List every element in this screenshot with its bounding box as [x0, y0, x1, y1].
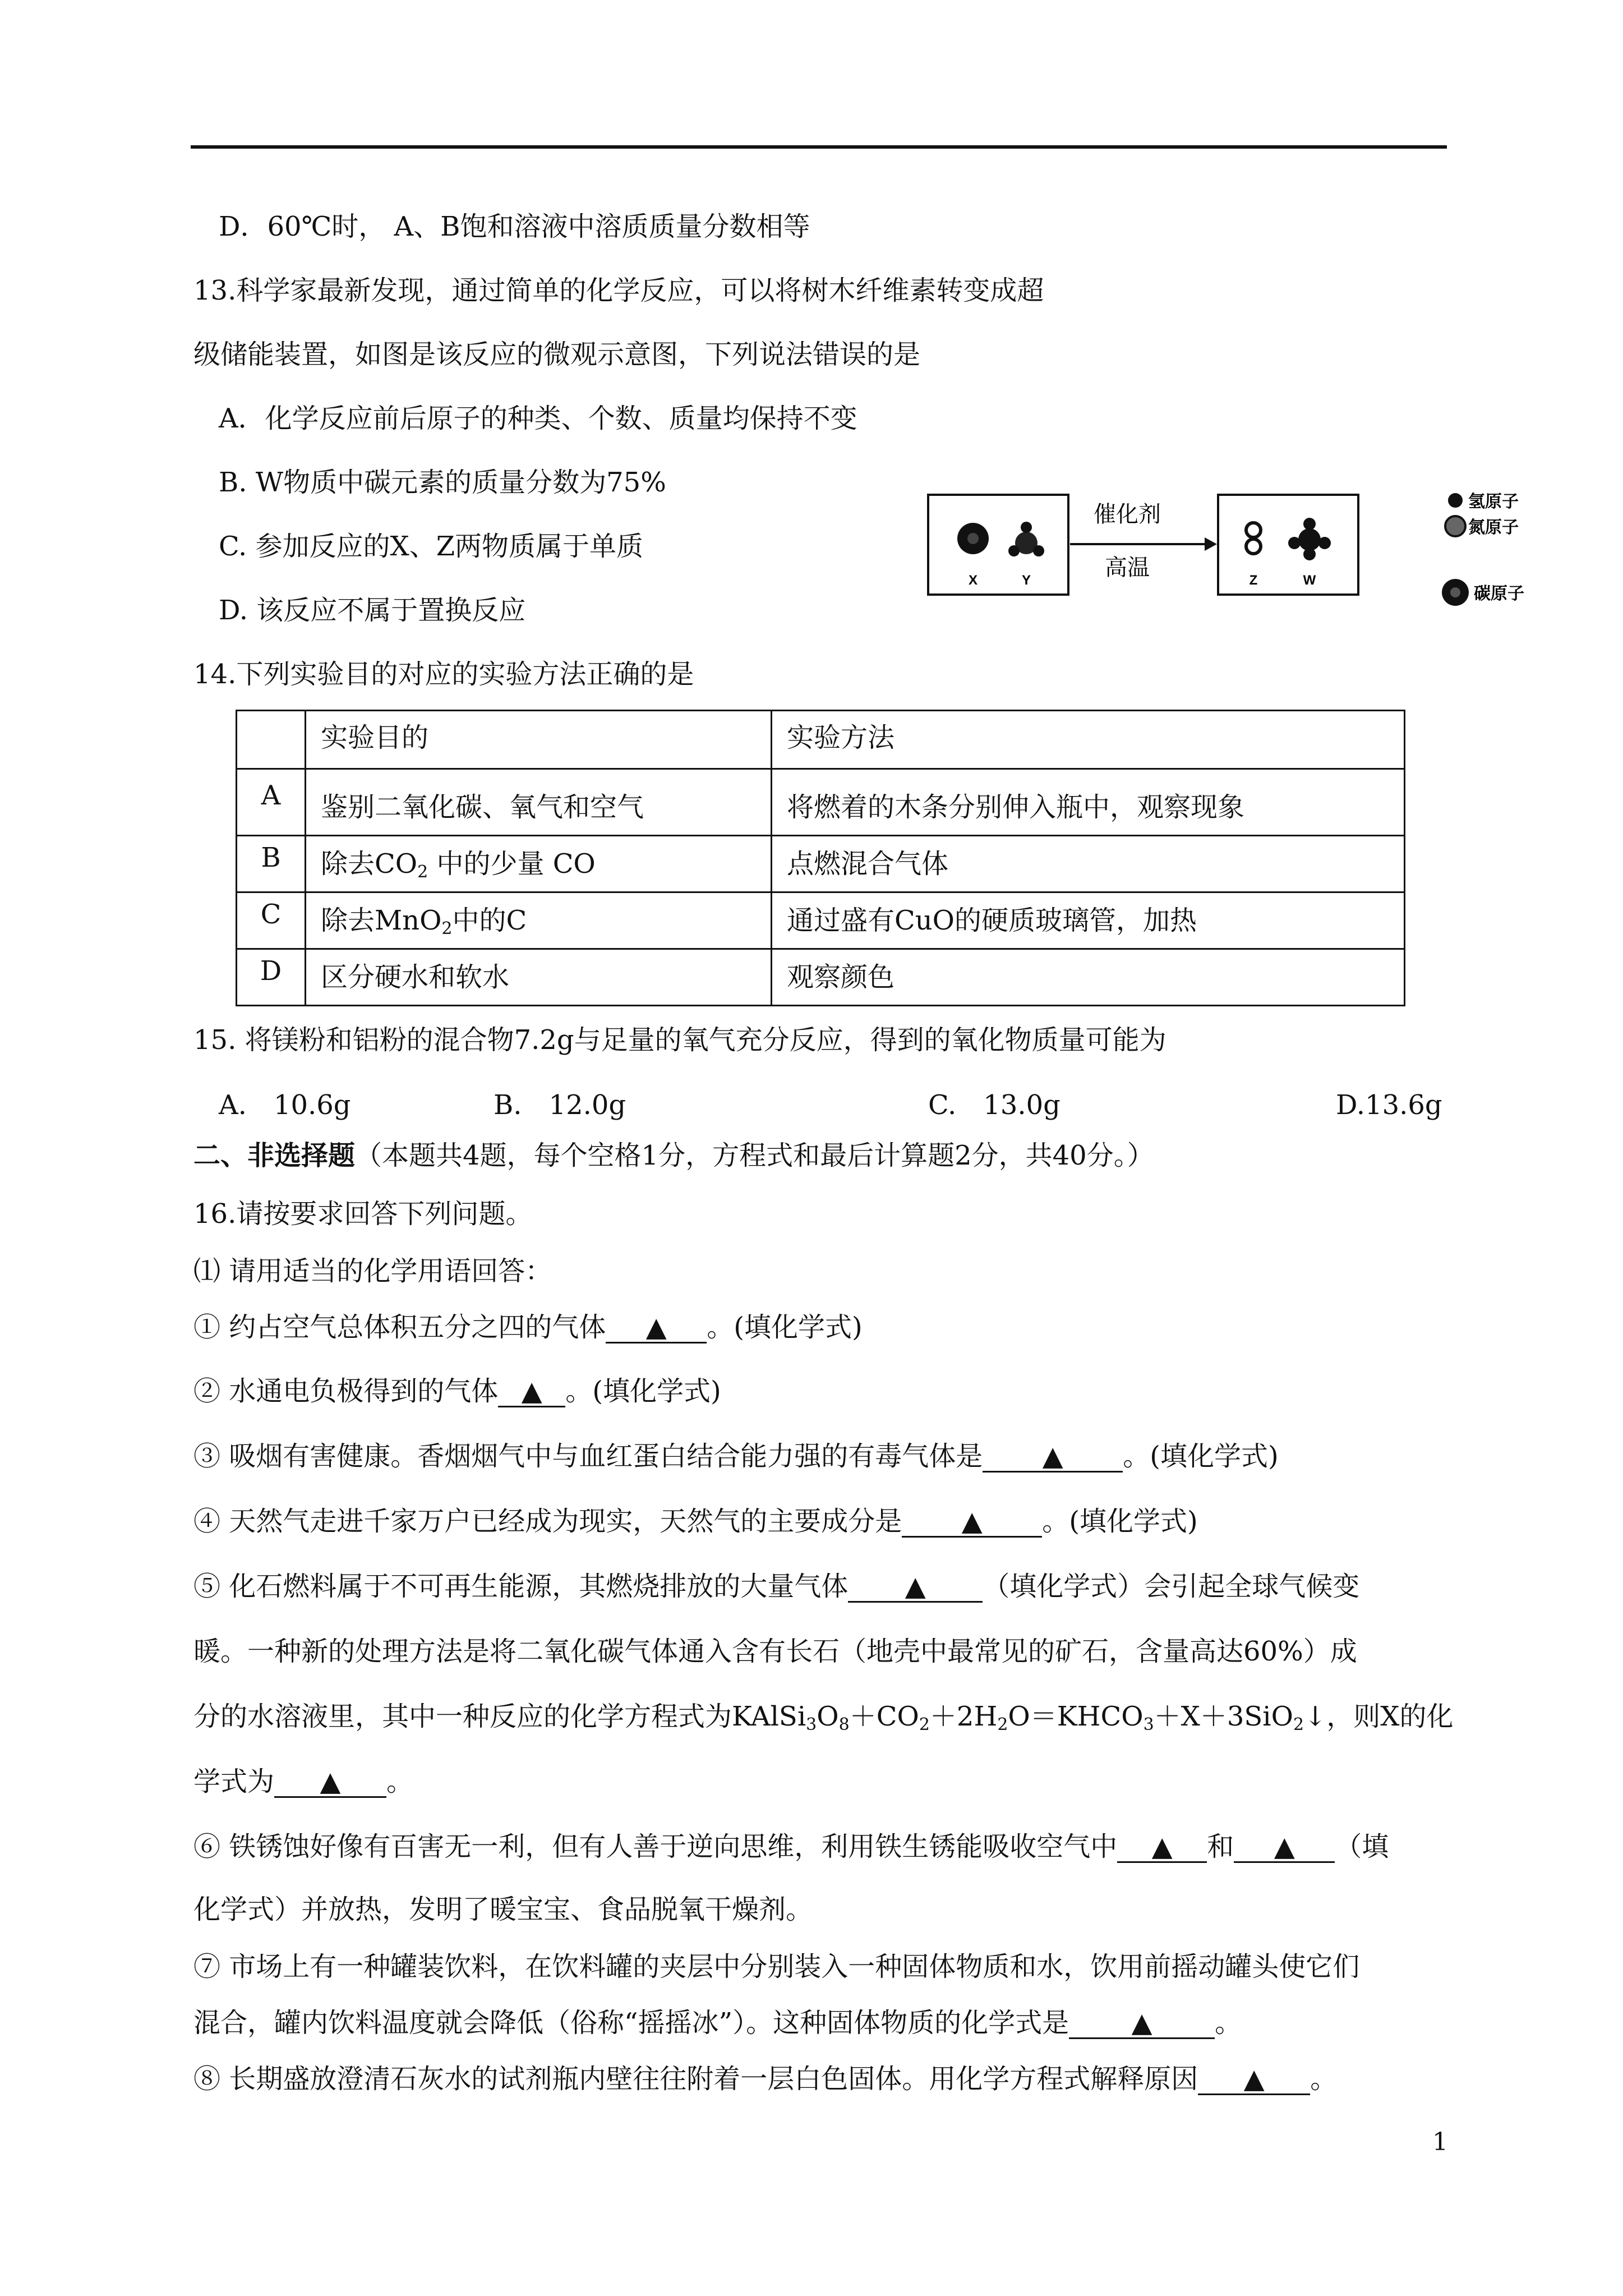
item-5-line2: 暖。一种新的处理方法是将二氧化碳气体通入含有长石（地壳中最常见的矿石，含量高达60%）成 [193, 1636, 1357, 1667]
legend [1442, 493, 1524, 606]
item-4: ④ 天然气走进千家万户已经成为现实，天然气的主要成分是 ▲ 。(填化学式) [193, 1506, 1198, 1537]
q15-option-c: C. 13.0g [928, 1089, 1061, 1121]
item-5-line4: 学式为 ▲ 。 [193, 1766, 414, 1797]
q15-option-b: B. 12.0g [494, 1089, 626, 1121]
q12-option-d: D．60℃时， A、B饱和溶液中溶质质量分数相等 [219, 211, 810, 242]
item-2: ② 水通电负极得到的气体 ▲ 。(填化学式) [193, 1375, 721, 1407]
legend-hydrogen-icon [1448, 493, 1463, 508]
item-3: ③ 吸烟有害健康。香烟烟气中与血红蛋白结合能力强的有毒气体是 ▲ 。(填化学式) [193, 1441, 1279, 1472]
table-row: C 除去MnO$_2$中的C 通过盛有CuO的硬质玻璃管，加热 [237, 892, 1405, 949]
answer-blank: ▲ [848, 1572, 983, 1603]
reaction-diagram [920, 488, 1553, 617]
q13-stem-line2: 级储能装置，如图是该反应的微观示意图，下列说法错误的是 [193, 339, 921, 370]
condition-label: 高温 [1105, 555, 1150, 580]
section2-heading: 二、非选择题（本题共4题，每个空格1分，方程式和最后计算题2分，共40分。） [193, 1140, 1154, 1171]
q13-option-d: D. 该反应不属于置换反应 [219, 595, 526, 626]
table-row: A 鉴别二氧化碳、氧气和空气 将燃着的木条分别伸入瓶中，观察现象 [237, 769, 1405, 836]
table-row: D 区分硬水和软水 观察颜色 [237, 949, 1405, 1006]
molecule-y [1008, 522, 1044, 556]
item-7-line2: 混合，罐内饮料温度就会降低（俗称“摇摇冰”）。这种固体物质的化学式是 ▲ 。 [193, 2007, 1242, 2039]
answer-blank: ▲ [498, 1377, 565, 1407]
label-z: Z [1249, 573, 1258, 588]
item-8: ⑧ 长期盛放澄清石灰水的试剂瓶内壁往往附着一层白色固体。用化学方程式解释原因 ▲ 。 [193, 2063, 1338, 2095]
catalyst-label: 催化剂 [1094, 502, 1161, 527]
answer-blank: ▲ [1234, 1832, 1335, 1863]
header-rule [191, 145, 1447, 149]
legend-nitrogen-icon [1445, 516, 1465, 536]
reactants-box [928, 495, 1068, 595]
answer-blank: ▲ [1069, 2008, 1215, 2039]
molecule-z [1246, 523, 1261, 554]
q15-option-d: D.13.6g [1336, 1089, 1442, 1121]
svg-text:氢原子: 氢原子 [1468, 493, 1519, 511]
answer-blank: ▲ [606, 1313, 707, 1343]
experiment-table [236, 710, 1405, 1006]
answer-blank: ▲ [274, 1767, 386, 1798]
svg-text:碳原子: 碳原子 [1474, 585, 1524, 603]
q13-option-c: C. 参加反应的X、Z两物质属于单质 [219, 531, 644, 562]
item-1: ① 约占空气总体积五分之四的气体 ▲ 。(填化学式) [193, 1312, 863, 1343]
label-x: X [968, 573, 978, 588]
svg-text:氮原子: 氮原子 [1468, 518, 1519, 537]
answer-blank: ▲ [1117, 1832, 1207, 1863]
answer-blank: ▲ [902, 1507, 1042, 1538]
item-6: ⑥ 铁锈蚀好像有百害无一利，但有人善于逆向思维，利用铁生锈能吸收空气中 ▲ 和 ▲ （填 [193, 1831, 1389, 1862]
answer-blank: ▲ [1198, 2064, 1310, 2095]
page-number: 1 [1432, 2128, 1448, 2156]
q13-stem-line1: 13.科学家最新发现，通过简单的化学反应，可以将树木纤维素转变成超 [193, 275, 1044, 306]
label-w: W [1303, 573, 1316, 588]
answer-blank: ▲ [983, 1442, 1123, 1473]
q15-option-a: A. 10.6g [219, 1089, 351, 1121]
q15-stem: 15. 将镁粉和铝粉的混合物7.2g与足量的氧气充分反应，得到的氧化物质量可能为 [193, 1024, 1166, 1056]
q13-option-a: A．化学反应前后原子的种类、个数、质量均保持不变 [219, 403, 857, 434]
table-row: B 除去$CO_2$ 中的少量 CO 点燃混合气体 [237, 836, 1405, 892]
q16-stem: 16.请按要求回答下列问题。 [193, 1198, 533, 1230]
label-y: Y [1021, 573, 1031, 588]
q16-part1: ⑴ 请用适当的化学用语回答： [193, 1255, 552, 1287]
item-5: ⑤ 化石燃料属于不可再生能源，其燃烧排放的大量气体 ▲ （填化学式）会引起全球气候变 [193, 1571, 1360, 1602]
item-7: ⑦ 市场上有一种罐装饮料，在饮料罐的夹层中分别装入一种固体物质和水，饮用前摇动罐头使它们 [193, 1951, 1360, 1982]
molecule-w [1288, 518, 1331, 560]
table-header-row: 实验目的 实验方法 [237, 711, 1405, 769]
products-box [1218, 495, 1358, 595]
item-6-line2: 化学式）并放热，发明了暖宝宝、食品脱氧干燥剂。 [193, 1894, 813, 1925]
q14-stem: 14.下列实验目的对应的实验方法正确的是 [193, 659, 694, 690]
q13-option-b: B. W物质中碳元素的质量分数为75% [219, 467, 666, 498]
item-5-equation: 分的水溶液里，其中一种反应的化学方程式为$KAlSi_3O_8+CO_2+2H_2O=KHCO_3+X+3SiO_2↓$，则X的化 [193, 1701, 1454, 1734]
